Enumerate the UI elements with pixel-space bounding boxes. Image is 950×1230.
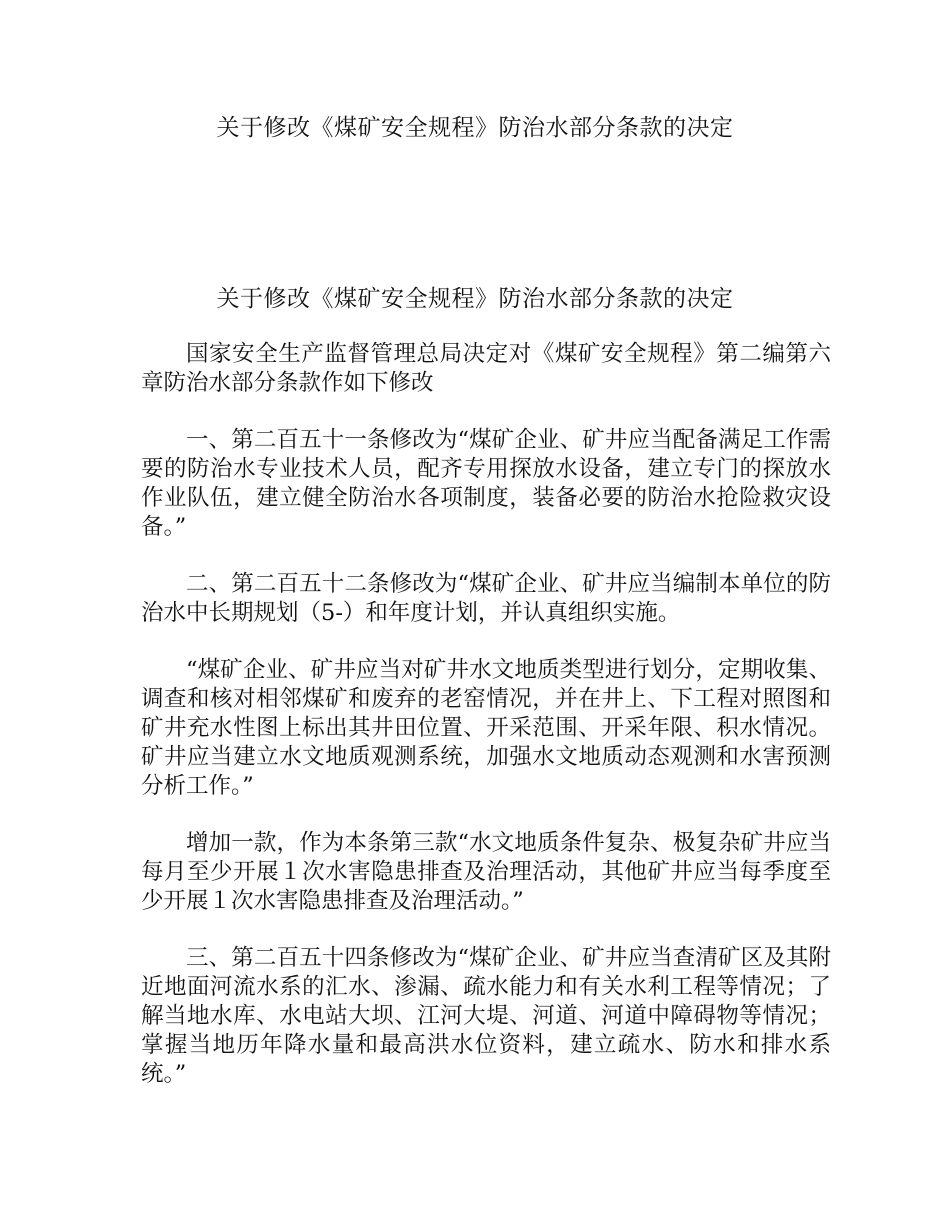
paragraph-intro: 国家安全生产监督管理总局决定对《煤矿安全规程》第二编第六章防治水部分条款作如下修改 xyxy=(141,341,831,396)
paragraph-article-252-clause-2: “煤矿企业、矿井应当对矿井水文地质类型进行划分，定期收集、调查和核对相邻煤矿和废弃的老窑情况，并在井上、下工程对照图和矿井充水性图上标出其井田位置、开采范围、开采年限、积水情况。矿井应当建立水文地质观测系统，加强水文地质动态观测和水害预测分析工作。” xyxy=(141,657,831,799)
document-body xyxy=(141,340,831,1117)
document-title: 关于修改《煤矿安全规程》防治水部分条款的决定 xyxy=(216,286,734,312)
paragraph-article-252: 二、第二百五十二条修改为“煤矿企业、矿井应当编制本单位的防治水中长期规划（5-）和年度计划，并认真组织实施。 xyxy=(141,571,831,626)
paragraph-article-252-clause-3: 增加一款，作为本条第三款“水文地质条件复杂、极复杂矿井应当每月至少开展１次水害隐患排查及治理活动，其他矿井应当每季度至少开展１次水害隐患排查及治理活动。” xyxy=(141,830,831,914)
page-header-title: 关于修改《煤矿安全规程》防治水部分条款的决定 xyxy=(216,115,734,141)
paragraph-article-254: 三、第二百五十四条修改为“煤矿企业、矿井应当查清矿区及其附近地面河流水系的汇水、渗漏、疏水能力和有关水利工程等情况；了解当地水库、水电站大坝、江河大堤、河道、河道中障碍物等情况；掌握当地历年降水量和最高洪水位资料，建立疏水、防水和排水系统。” xyxy=(141,945,831,1087)
paragraph-article-251: 一、第二百五十一条修改为“煤矿企业、矿井应当配备满足工作需要的防治水专业技术人员，配齐专用探放水设备，建立专门的探放水作业队伍，建立健全防治水各项制度，装备必要的防治水抢险救灾设备。” xyxy=(141,427,831,540)
